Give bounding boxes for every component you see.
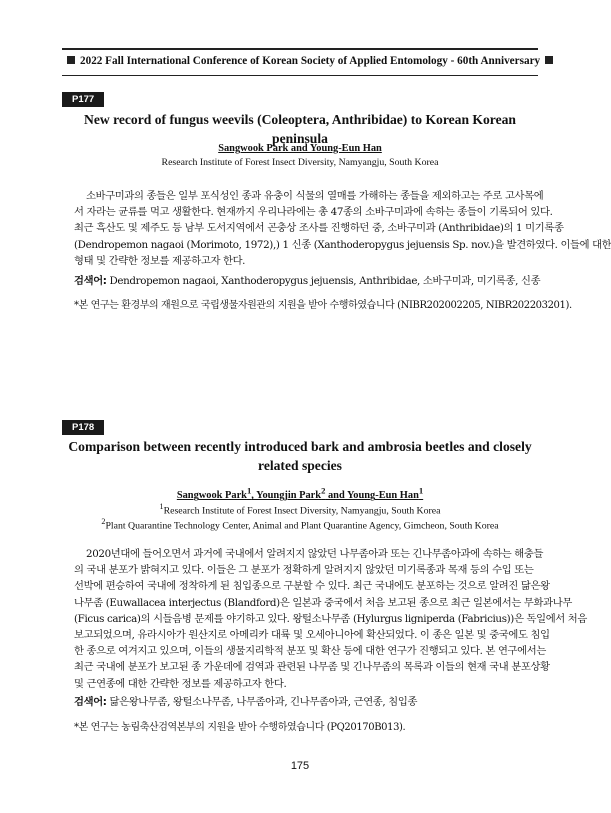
title-line: related species — [258, 458, 342, 473]
body-line: 의 국내 분포가 밝혀지고 있다. 이들은 그 분포가 정확하게 알려지지 않았던 미기록종과 목재 등의 수입 또는 — [74, 564, 534, 577]
author-sup: 2 — [321, 486, 326, 496]
affil-text: Plant Quarantine Technology Center, Animal and Plant Quarantine Agency, Gimcheon, South Korea — [105, 520, 499, 532]
abstract-body-p178 — [74, 546, 587, 692]
author-sup: 1 — [418, 486, 424, 496]
body-line: 한 종으로 여겨지고 있으며, 이들의 생물지리학적 분포 및 확산 등에 대한 연구가 진행되고 있다. 본 연구에서는 — [74, 645, 546, 658]
affiliation-p177: Research Institute of Forest Insect Diversity, Namyangju, South Korea — [161, 157, 439, 168]
keywords-p178 — [74, 693, 536, 708]
affiliation-p178-2 — [62, 514, 538, 533]
body-line: (Dendropemon nagaoi (Morimoto, 1972),) 1 신종 (Xanthoderopygus jejuensis Sp. nov.)을 발견하였다. 이들에 대한 — [74, 238, 611, 251]
title-line: Comparison between recently introduced bark and ambrosia beetles and closely — [68, 439, 532, 454]
body-line: 및 근연종에 대한 간략한 정보를 제공하고자 한다. — [74, 677, 287, 690]
author-sup: 1 — [246, 486, 252, 496]
body-line: 나무좀 (Euwallacea interjectus (Blandford)은 일본과 중국에서 처음 보고된 종으로 최근 일본에서는 무화과나무 — [74, 596, 572, 609]
keywords-label: 검색어: — [74, 696, 107, 708]
keywords-text: 닮은왕나무좀, 왕털소나무좀, 나무좀아과, 긴나무좀아과, 근연종, 침입종 — [109, 696, 418, 708]
body-line: (Ficus carica)의 시들음병 문제를 야기하고 있다. 왕털소나무좀 (Hylurgus ligniperda (Fabricius))은 독일에서 처음 — [74, 612, 587, 625]
body-line: 소바구미과의 종들은 일부 포식성인 종과 유충이 식물의 열매를 가해하는 종들을 제외하고는 주로 고사목에 — [86, 190, 544, 202]
header-bottom-rule — [62, 75, 538, 76]
author-name: and Young-Eun Han — [325, 490, 419, 502]
abstract-title-p178 — [62, 437, 538, 475]
body-line: 최근 흑산도 및 제주도 등 남부 도서지역에서 곤충상 조사를 진행하던 중, 소바구미과 (Anthribidae)의 1 미기록종 — [74, 222, 564, 235]
header-text: 2022 Fall International Conference of Korean Society of Applied Entomology - 60th Anniversary — [80, 55, 541, 67]
author-name: Sangwook Park — [176, 490, 247, 502]
body-line: 서 자라는 균류를 먹고 생활한다. 현재까지 우리나라에는 총 47종의 소바구미과에 속하는 종들이 기록되어 있다. — [74, 206, 553, 219]
keywords-p177 — [74, 272, 541, 287]
affil-sup: 2 — [101, 517, 106, 526]
affil-sup: 1 — [159, 502, 164, 511]
body-line: 최근 국내에 분포가 보고된 종 가운데에 검역과 관련된 나무좀 및 긴나무좀의 목록과 이들의 현재 국내 분포상황 — [74, 661, 550, 674]
body-line: 보고되었으며, 유라시아가 원산지로 아메리카 대륙 및 오세아니아에 확산되었다. 이 종은 일본 및 중국에도 침입 — [74, 629, 550, 642]
author-name: , Youngjin Park — [251, 490, 322, 502]
funding-note-p177: *본 연구는 환경부의 재원으로 국립생물자원관의 지원을 받아 수행하였습니다 (NIBR202002205, NIBR202203201). — [74, 300, 572, 311]
body-line: 2020년대에 들어오면서 과거에 국내에서 알려지지 않았던 나무좀아과 또는 긴나무좀아과에 속하는 해충들 — [86, 548, 544, 560]
square-bullet-icon — [67, 56, 75, 64]
square-bullet-icon — [545, 56, 553, 64]
abstract-body-p177 — [74, 188, 611, 269]
keywords-label: 검색어: — [74, 275, 107, 287]
keywords-text: Dendropemon nagaoi, Xanthoderopygus jejuensis, Anthribidae, 소바구미과, 미기록종, 신종 — [109, 275, 541, 287]
header-text-wrap — [62, 55, 541, 67]
authors-p177 — [62, 143, 538, 154]
poster-badge-p177: P177 — [62, 92, 104, 107]
body-line: 선박에 편승하여 국내에 정착하게 된 침입종으로 구분할 수 있다. 최근 국내에도 분포하는 것으로 알려진 닮은왕 — [74, 580, 550, 593]
abstract-title-p177: New record of fungus weevils (Coleoptera, Anthribidae) to Korean Korean peninsula — [84, 112, 516, 146]
header-top-rule — [62, 48, 538, 50]
page-number: 175 — [290, 760, 310, 772]
author-list: Sangwook Park and Young-Eun Han — [218, 143, 382, 154]
affil-text: Research Institute of Forest Insect Diversity, Namyangju, South Korea — [163, 505, 441, 517]
body-line: 형태 및 간략한 정보를 제공하고자 한다. — [74, 254, 246, 267]
conference-header — [62, 48, 541, 76]
funding-note-p178: *본 연구는 농림축산검역본부의 지원을 받아 수행하였습니다 (PQ20170B013). — [74, 722, 406, 733]
poster-badge-p178: P178 — [62, 420, 104, 435]
